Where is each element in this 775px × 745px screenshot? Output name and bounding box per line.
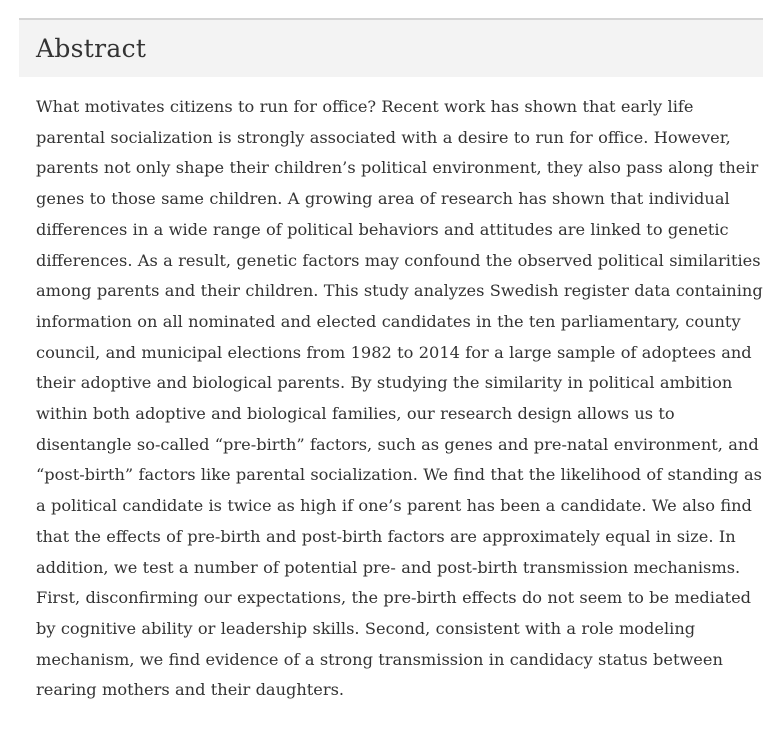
abstract-section: [19, 18, 763, 745]
abstract-title: Abstract: [36, 34, 147, 63]
abstract-header: [19, 18, 763, 77]
abstract-body: [19, 77, 763, 706]
abstract-text: What motivates citizens to run for office? Recent work has shown that early life parental socialization is strongly associated with a desire to run for office. However, parents not only shape their children’s political environment, they also pass along their genes to those same children. A growing area of research has shown that individual differences in a wide range of political behaviors and attitudes are linked to genetic differences. As a result, genetic factors may confound the observed political similarities among parents and their children. This study analyzes Swedish register data containing information on all nominated and elected candidates in the ten parliamentary, county council, and municipal elections from 1982 to 2014 for a large sample of adoptees and their adoptive and biological parents. By studying the similarity in political ambition within both adoptive and biological families, our research design allows us to disentangle so-called “pre-birth” factors, such as genes and pre-natal environment, and “post-birth” factors like parental socialization. We find that the likelihood of standing as a political candidate is twice as high if one’s parent has been a candidate. We also find that the effects of pre-birth and post-birth factors are approximately equal in size. In addition, we test a number of potential pre- and post-birth transmission mechanisms. First, disconfirming our expectations, the pre-birth effects do not seem to be mediated by cognitive ability or leadership skills. Second, consistent with a role modeling mechanism, we find evidence of a strong transmission in candidacy status between rearing mothers and their daughters.: [36, 97, 763, 700]
